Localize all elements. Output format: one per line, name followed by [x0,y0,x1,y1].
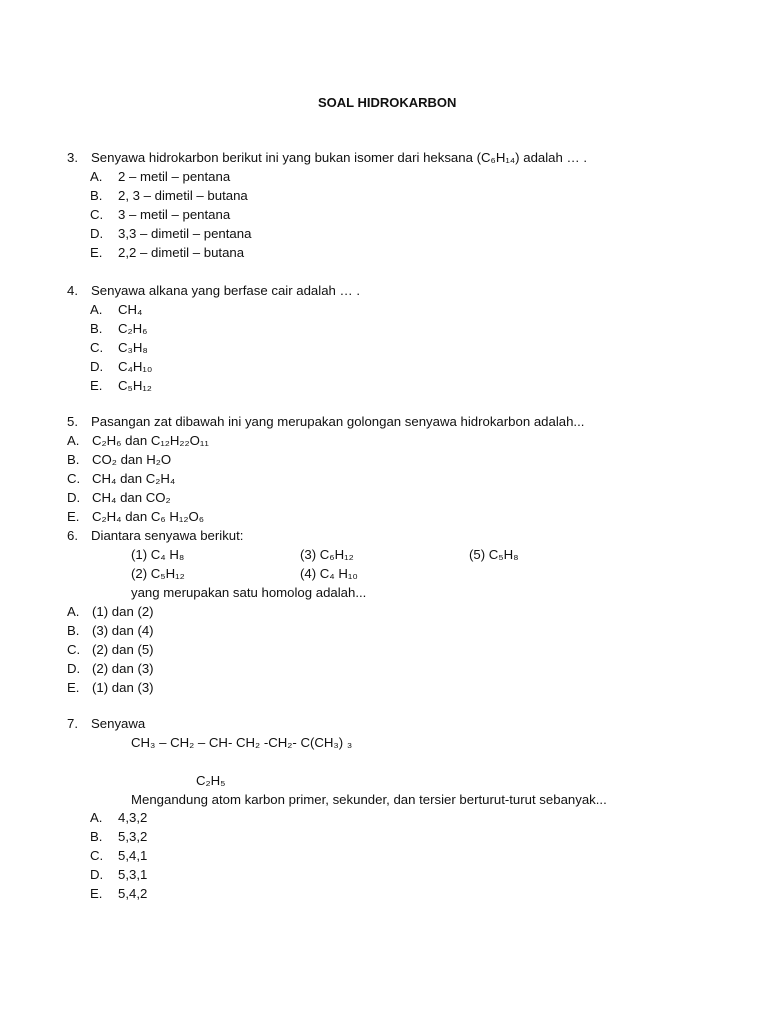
page-title: SOAL HIDROKARBON [318,95,457,110]
option-text: CH₄ dan CO₂ [92,490,171,505]
option-letter: C. [67,642,81,657]
compound-item: (4) C₄ H₁₀ [300,566,358,581]
option-text: (2) dan (5) [92,642,154,657]
compound-item: (3) C₆H₁₂ [300,547,354,562]
option-letter: B. [90,321,103,336]
option-text: 5,3,1 [118,867,148,882]
question-prompt: Mengandung atom karbon primer, sekunder, dan tersier berturut-turut sebanyak... [131,792,607,807]
option-letter: A. [90,302,103,317]
question-number: 6. [67,528,78,543]
option-letter: C. [90,207,104,222]
option-text: CO₂ dan H₂O [92,452,172,467]
option-letter: E. [67,509,80,524]
option-text: 5,4,1 [118,848,148,863]
question-text: Senyawa hidrokarbon berikut ini yang bukan isomer dari heksana (C₆H₁₄) adalah … . [91,150,588,165]
option-letter: D. [90,867,104,882]
option-text: C₄H₁₀ [118,359,153,374]
option-letter: A. [90,810,103,825]
option-letter: E. [90,245,103,260]
option-text: 3 – metil – pentana [118,207,231,222]
option-letter: B. [90,829,103,844]
option-letter: C. [67,471,81,486]
option-letter: E. [90,886,103,901]
option-letter: D. [67,490,81,505]
option-text: 2,2 – dimetil – butana [118,245,245,260]
compound-item: (5) C₅H₈ [469,547,519,562]
option-letter: D. [90,359,104,374]
option-letter: D. [90,226,104,241]
option-text: C₃H₈ [118,340,148,355]
option-letter: B. [67,623,80,638]
question-number: 7. [67,716,78,731]
option-text: 5,3,2 [118,829,148,844]
option-text: 3,3 – dimetil – pentana [118,226,252,241]
option-letter: C. [90,340,104,355]
question-text: Senyawa alkana yang berfase cair adalah … . [91,283,361,298]
option-text: C₂H₆ [118,321,148,336]
question-text: Diantara senyawa berikut: [91,528,244,543]
option-text: 5,4,2 [118,886,148,901]
question-prompt: yang merupakan satu homolog adalah... [131,585,367,600]
option-letter: C. [90,848,104,863]
option-text: (3) dan (4) [92,623,154,638]
structural-formula: CH₃ – CH₂ – CH- CH₂ -CH₂- C(CH₃) ₃ [131,735,353,750]
formula-branch: C₂H₅ [196,773,226,788]
option-text: CH₄ [118,302,143,317]
option-letter: E. [90,378,103,393]
option-text: (2) dan (3) [92,661,154,676]
option-letter: A. [90,169,103,184]
option-letter: E. [67,680,80,695]
option-text: (1) dan (3) [92,680,154,695]
option-letter: D. [67,661,81,676]
option-letter: B. [90,188,103,203]
option-text: 2, 3 – dimetil – butana [118,188,248,203]
option-text: 4,3,2 [118,810,148,825]
option-text: C₂H₆ dan C₁₂H₂₂O₁₁ [92,433,209,448]
question-number: 3. [67,150,78,165]
option-text: CH₄ dan C₂H₄ [92,471,176,486]
question-text: Senyawa [91,716,146,731]
option-text: 2 – metil – pentana [118,169,231,184]
option-text: C₅H₁₂ [118,378,152,393]
question-number: 4. [67,283,78,298]
option-text: C₂H₄ dan C₆ H₁₂O₆ [92,509,205,524]
question-text: Pasangan zat dibawah ini yang merupakan golongan senyawa hidrokarbon adalah... [91,414,585,429]
option-letter: A. [67,604,80,619]
option-letter: A. [67,433,80,448]
question-number: 5. [67,414,78,429]
option-letter: B. [67,452,80,467]
option-text: (1) dan (2) [92,604,154,619]
compound-item: (1) C₄ H₈ [131,547,185,562]
compound-item: (2) C₅H₁₂ [131,566,185,581]
